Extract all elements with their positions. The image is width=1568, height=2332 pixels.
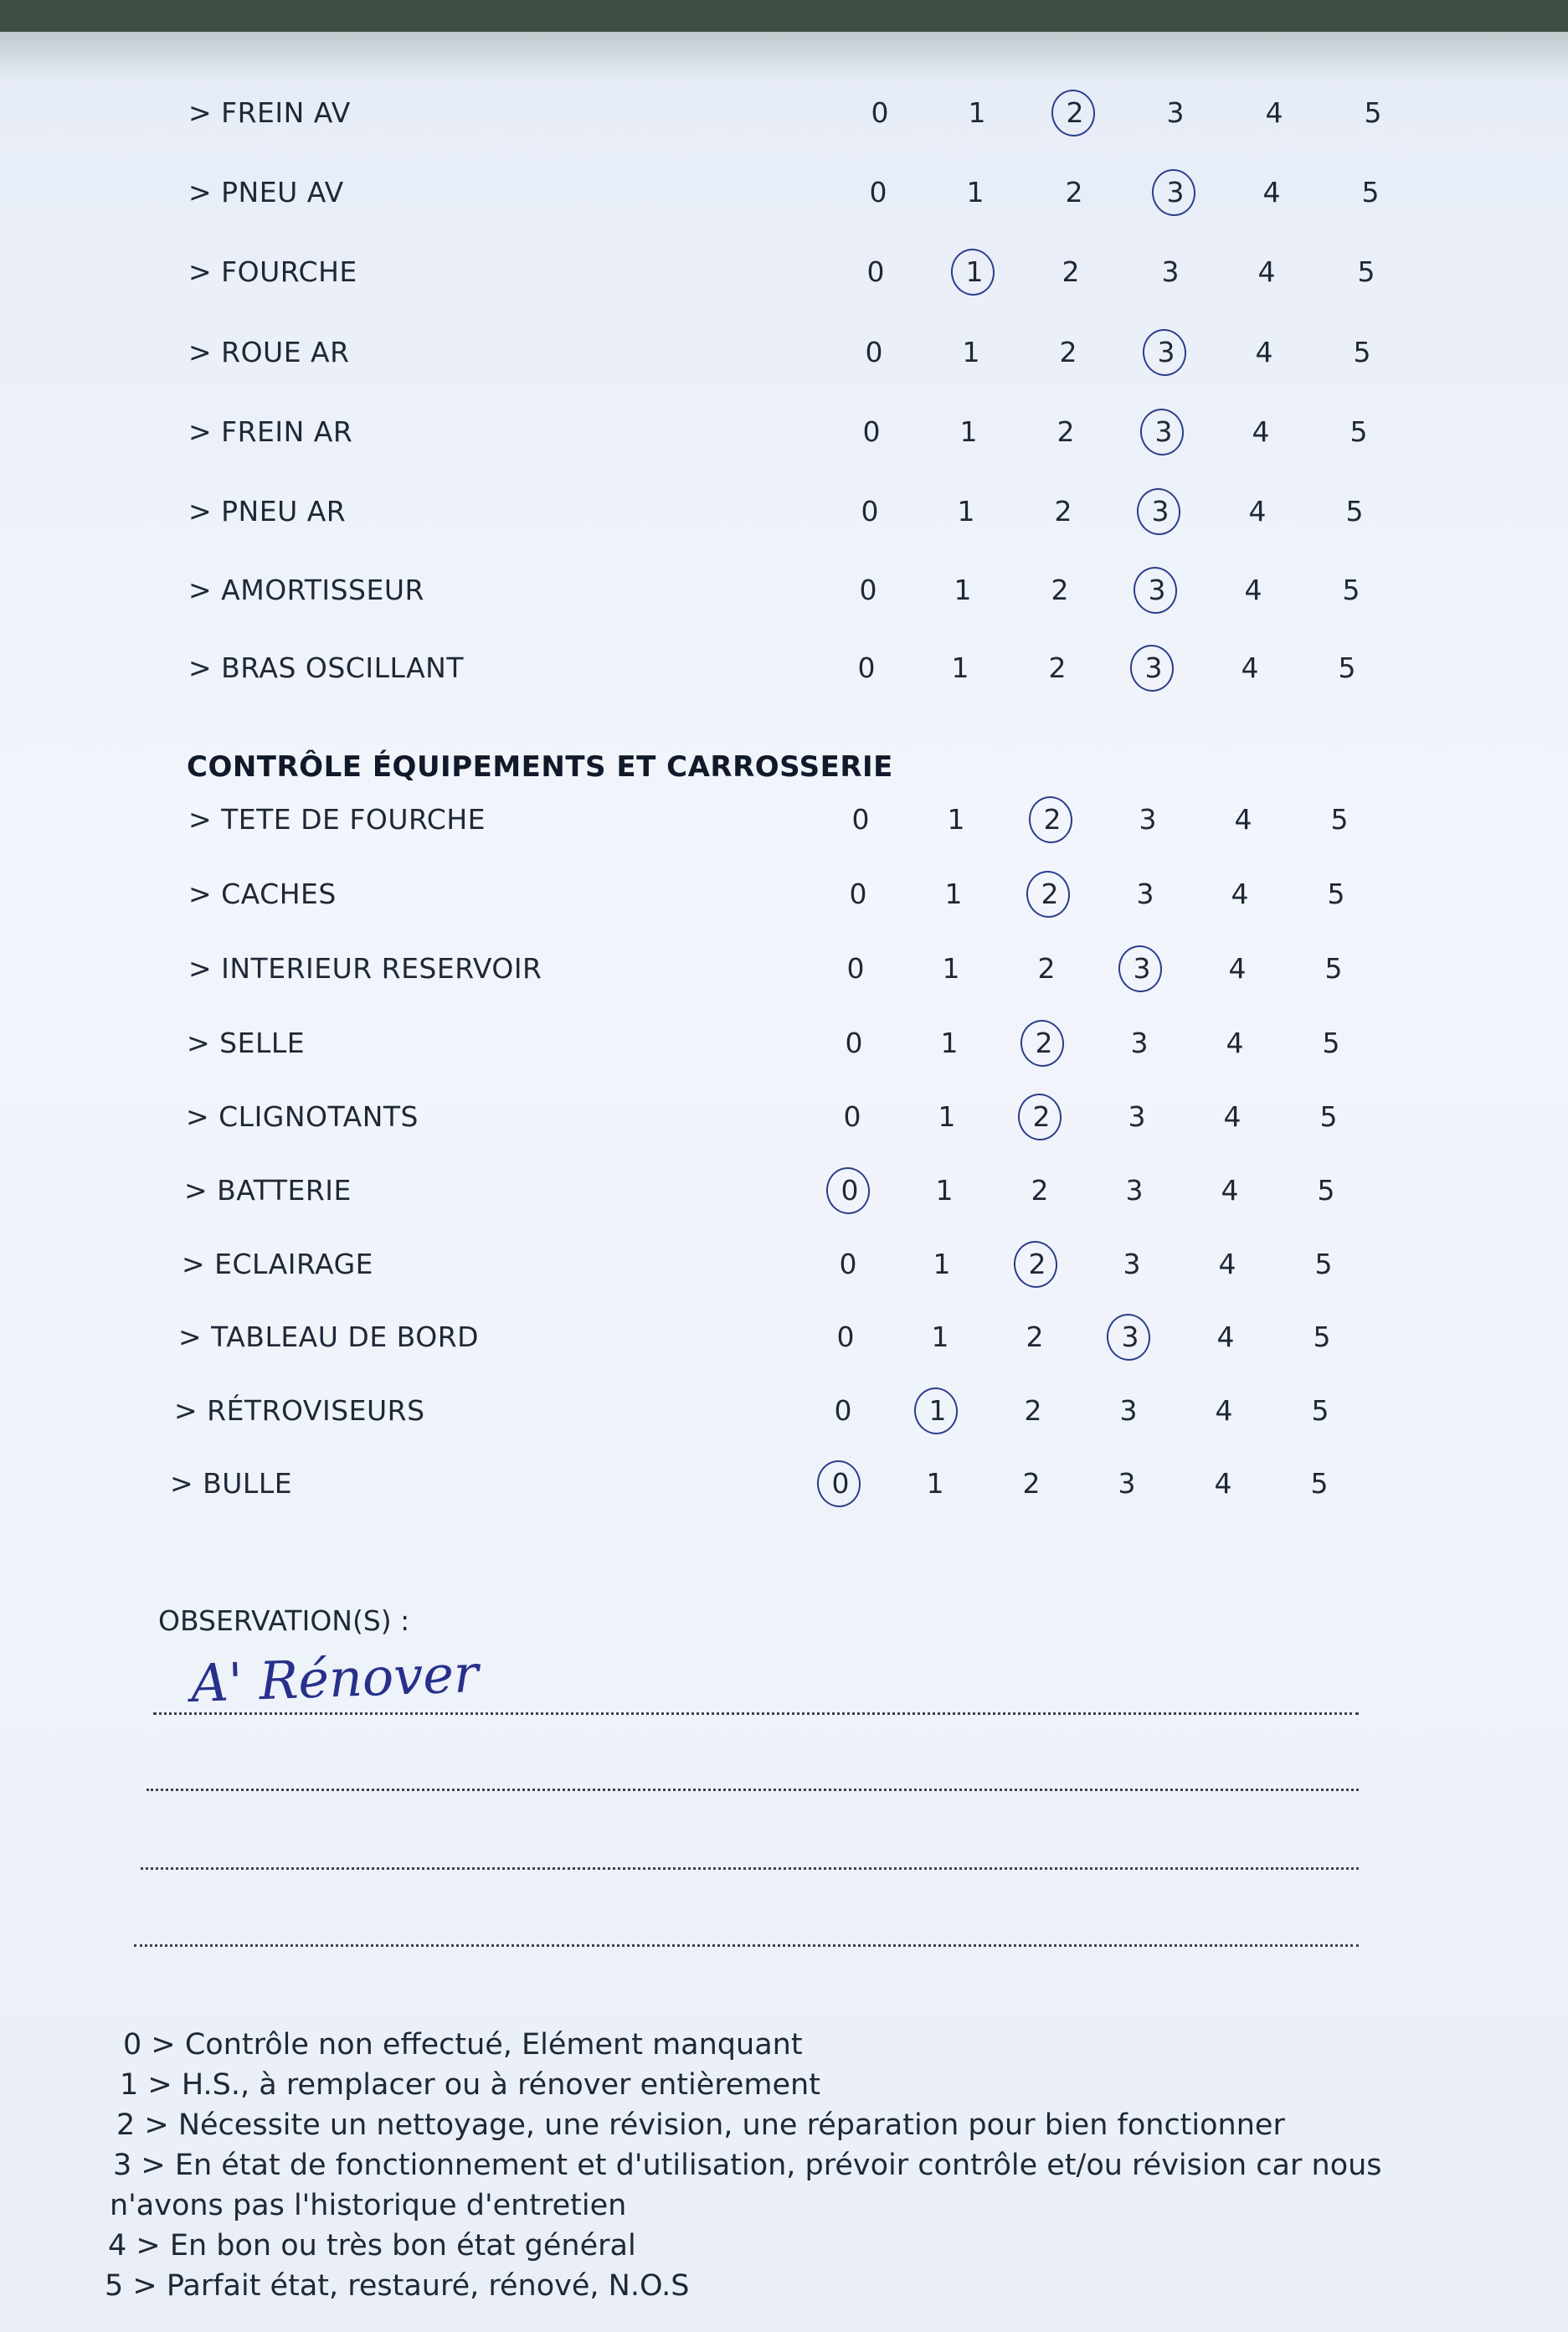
score-option-2[interactable]: 2 bbox=[1020, 1092, 1062, 1142]
score-option-0[interactable]: 0 bbox=[869, 176, 887, 208]
score-option-0[interactable]: 0 bbox=[845, 1027, 863, 1059]
score-option-4[interactable]: 4 bbox=[1262, 176, 1281, 208]
selected-circle-mark bbox=[1115, 943, 1164, 996]
section-title-equipment: CONTRÔLE ÉQUIPEMENTS ET CARROSSERIE bbox=[187, 750, 893, 784]
score-option-5[interactable]: 5 bbox=[1330, 803, 1349, 836]
score-option-1[interactable]: 1 bbox=[951, 651, 969, 684]
mechanical-row bbox=[0, 407, 1568, 457]
score-option-2[interactable]: 2 bbox=[1037, 952, 1056, 985]
item-label: > BULLE bbox=[170, 1459, 292, 1509]
selected-circle-mark bbox=[1026, 794, 1075, 847]
score-option-0[interactable]: 0 bbox=[820, 1459, 861, 1509]
score-option-5[interactable]: 5 bbox=[1327, 878, 1345, 910]
score-option-3[interactable]: 3 bbox=[1123, 1248, 1141, 1280]
score-option-0[interactable]: 0 bbox=[851, 803, 870, 836]
score-option-1[interactable]: 1 bbox=[957, 495, 975, 528]
score-option-2[interactable]: 2 bbox=[1016, 1239, 1058, 1290]
selected-circle-mark bbox=[1048, 87, 1098, 140]
selected-circle-mark bbox=[1139, 327, 1189, 379]
mechanical-row bbox=[0, 247, 1568, 297]
selected-circle-mark bbox=[823, 1165, 872, 1217]
equipment-row bbox=[0, 1239, 1568, 1290]
score-option-3[interactable]: 3 bbox=[1139, 486, 1181, 537]
score-option-2[interactable]: 2 bbox=[1054, 495, 1072, 528]
item-label: > TETE DE FOURCHE bbox=[188, 795, 486, 845]
score-option-2[interactable]: 2 bbox=[1026, 1320, 1044, 1353]
selected-circle-mark bbox=[1127, 642, 1176, 695]
legend-line-3: 3 > En état de fonctionnement et d'utilisation, prévoir contrôle et/ou révision car nous bbox=[113, 2149, 1382, 2182]
score-option-1[interactable]: 1 bbox=[968, 96, 986, 129]
mechanical-row bbox=[0, 167, 1568, 218]
score-option-4[interactable]: 4 bbox=[1265, 96, 1283, 129]
score-option-4[interactable]: 4 bbox=[1234, 803, 1252, 836]
score-option-5[interactable]: 5 bbox=[1319, 1100, 1338, 1133]
score-option-0[interactable]: 0 bbox=[866, 255, 885, 288]
score-option-3[interactable]: 3 bbox=[1133, 643, 1175, 693]
legend-line-1: 1 > H.S., à remplacer ou à rénover entièrement bbox=[120, 2068, 820, 2102]
score-option-0[interactable]: 0 bbox=[846, 952, 865, 985]
selected-circle-mark bbox=[1015, 1091, 1064, 1144]
score-option-0[interactable]: 0 bbox=[871, 96, 889, 129]
score-option-2[interactable]: 2 bbox=[1031, 1174, 1049, 1207]
score-option-3[interactable]: 3 bbox=[1154, 167, 1196, 218]
selected-circle-mark bbox=[1103, 1311, 1153, 1364]
item-label: > CACHES bbox=[188, 869, 337, 919]
score-option-2[interactable]: 2 bbox=[1023, 1018, 1065, 1068]
score-option-5[interactable]: 5 bbox=[1361, 176, 1380, 208]
score-option-0[interactable]: 0 bbox=[836, 1320, 855, 1353]
score-option-4[interactable]: 4 bbox=[1252, 415, 1270, 448]
rating-legend bbox=[105, 2025, 1411, 2306]
score-option-3[interactable]: 3 bbox=[1161, 255, 1180, 288]
selected-circle-mark bbox=[911, 1385, 960, 1438]
score-option-4[interactable]: 4 bbox=[1216, 1320, 1235, 1353]
score-option-5[interactable]: 5 bbox=[1313, 1320, 1331, 1353]
legend-line-5: 4 > En bon ou très bon état général bbox=[108, 2229, 636, 2263]
score-option-1[interactable]: 1 bbox=[944, 878, 963, 910]
score-option-5[interactable]: 5 bbox=[1311, 1394, 1329, 1427]
inspection-sheet bbox=[0, 32, 1568, 2332]
score-option-2[interactable]: 2 bbox=[1054, 88, 1096, 138]
score-option-4[interactable]: 4 bbox=[1214, 1467, 1232, 1500]
mechanical-row bbox=[0, 327, 1568, 378]
item-label: > ROUE AR bbox=[188, 327, 350, 378]
score-option-3[interactable]: 3 bbox=[1125, 1174, 1144, 1207]
equipment-row bbox=[0, 795, 1568, 845]
score-option-2[interactable]: 2 bbox=[1059, 336, 1077, 368]
score-option-4[interactable]: 4 bbox=[1257, 255, 1276, 288]
score-option-3[interactable]: 3 bbox=[1130, 1027, 1149, 1059]
item-label: > CLIGNOTANTS bbox=[186, 1092, 419, 1142]
item-label: > SELLE bbox=[187, 1018, 305, 1068]
score-option-3[interactable]: 3 bbox=[1118, 1467, 1136, 1500]
selected-circle-mark bbox=[1137, 406, 1186, 459]
observation-line-4 bbox=[134, 1944, 1359, 1947]
equipment-row bbox=[0, 944, 1568, 994]
item-label: > FREIN AR bbox=[188, 407, 352, 457]
score-option-5[interactable]: 5 bbox=[1324, 952, 1343, 985]
score-option-1[interactable]: 1 bbox=[933, 1248, 951, 1280]
equipment-row bbox=[0, 1166, 1568, 1216]
score-option-3[interactable]: 3 bbox=[1145, 327, 1187, 378]
score-option-4[interactable]: 4 bbox=[1231, 878, 1249, 910]
mechanical-row bbox=[0, 565, 1568, 615]
score-option-0[interactable]: 0 bbox=[829, 1166, 871, 1216]
score-option-5[interactable]: 5 bbox=[1310, 1467, 1329, 1500]
score-option-0[interactable]: 0 bbox=[865, 336, 883, 368]
item-label: > RÉTROVISEURS bbox=[174, 1386, 425, 1436]
equipment-row bbox=[0, 1092, 1568, 1142]
score-option-3[interactable]: 3 bbox=[1128, 1100, 1146, 1133]
score-option-3[interactable]: 3 bbox=[1143, 407, 1185, 457]
mechanical-row bbox=[0, 486, 1568, 537]
score-option-3[interactable]: 3 bbox=[1136, 565, 1178, 615]
item-label: > AMORTISSEUR bbox=[188, 565, 424, 615]
selected-circle-mark bbox=[1149, 167, 1198, 219]
score-option-1[interactable]: 1 bbox=[931, 1320, 949, 1353]
item-label: > PNEU AR bbox=[188, 486, 346, 537]
observations-label: OBSERVATION(S) : bbox=[158, 1604, 410, 1637]
score-option-5[interactable]: 5 bbox=[1317, 1174, 1335, 1207]
score-option-4[interactable]: 4 bbox=[1244, 574, 1262, 606]
score-option-3[interactable]: 3 bbox=[1139, 803, 1157, 836]
score-option-3[interactable]: 3 bbox=[1166, 96, 1185, 129]
score-option-1[interactable]: 1 bbox=[959, 415, 978, 448]
score-option-2[interactable]: 2 bbox=[1022, 1467, 1041, 1500]
score-option-5[interactable]: 5 bbox=[1350, 415, 1368, 448]
item-label: > FREIN AV bbox=[188, 88, 351, 138]
score-option-4[interactable]: 4 bbox=[1221, 1174, 1239, 1207]
score-option-4[interactable]: 4 bbox=[1248, 495, 1267, 528]
item-label: > INTERIEUR RESERVOIR bbox=[188, 944, 542, 994]
score-option-3[interactable]: 3 bbox=[1109, 1312, 1151, 1362]
equipment-row bbox=[0, 869, 1568, 919]
item-label: > FOURCHE bbox=[188, 247, 357, 297]
equipment-row bbox=[0, 1018, 1568, 1068]
score-option-5[interactable]: 5 bbox=[1345, 495, 1364, 528]
score-option-0[interactable]: 0 bbox=[857, 651, 876, 684]
selected-circle-mark bbox=[1134, 486, 1183, 538]
score-option-3[interactable]: 3 bbox=[1136, 878, 1154, 910]
selected-circle-mark bbox=[1017, 1017, 1067, 1070]
score-option-4[interactable]: 4 bbox=[1226, 1027, 1244, 1059]
item-label: > BATTERIE bbox=[184, 1166, 352, 1216]
score-option-2[interactable]: 2 bbox=[1051, 574, 1069, 606]
equipment-row bbox=[0, 1312, 1568, 1362]
handwritten-observation: A' Rénover bbox=[189, 1643, 480, 1714]
score-option-4[interactable]: 4 bbox=[1218, 1248, 1236, 1280]
score-option-1[interactable]: 1 bbox=[917, 1386, 959, 1436]
score-option-3[interactable]: 3 bbox=[1119, 1394, 1138, 1427]
legend-line-2: 2 > Nécessite un nettoyage, une révision, une réparation pour bien fonctionner bbox=[116, 2108, 1285, 2142]
score-option-2[interactable]: 2 bbox=[1048, 651, 1067, 684]
selected-circle-mark bbox=[1023, 868, 1072, 921]
score-option-1[interactable]: 1 bbox=[940, 1027, 959, 1059]
score-option-2[interactable]: 2 bbox=[1065, 176, 1083, 208]
equipment-row bbox=[0, 1386, 1568, 1436]
score-option-5[interactable]: 5 bbox=[1338, 651, 1356, 684]
score-option-1[interactable]: 1 bbox=[926, 1467, 944, 1500]
score-option-5[interactable]: 5 bbox=[1353, 336, 1371, 368]
score-option-4[interactable]: 4 bbox=[1228, 952, 1247, 985]
score-option-3[interactable]: 3 bbox=[1121, 944, 1163, 994]
score-option-2[interactable]: 2 bbox=[1056, 415, 1075, 448]
legend-line-4: n'avons pas l'historique d'entretien bbox=[110, 2189, 627, 2222]
score-option-5[interactable]: 5 bbox=[1322, 1027, 1340, 1059]
observation-line-1 bbox=[153, 1712, 1359, 1715]
score-option-1[interactable]: 1 bbox=[947, 803, 965, 836]
score-option-4[interactable]: 4 bbox=[1241, 651, 1259, 684]
score-option-0[interactable]: 0 bbox=[834, 1394, 852, 1427]
score-option-1[interactable]: 1 bbox=[962, 336, 980, 368]
score-option-1[interactable]: 1 bbox=[935, 1174, 954, 1207]
score-option-1[interactable]: 1 bbox=[966, 176, 984, 208]
score-option-0[interactable]: 0 bbox=[861, 495, 879, 528]
score-option-5[interactable]: 5 bbox=[1314, 1248, 1333, 1280]
score-option-2[interactable]: 2 bbox=[1031, 795, 1073, 845]
score-option-1[interactable]: 1 bbox=[954, 247, 995, 297]
score-option-0[interactable]: 0 bbox=[859, 574, 877, 606]
selected-circle-mark bbox=[1010, 1238, 1060, 1291]
observation-line-2 bbox=[147, 1789, 1359, 1791]
score-option-1[interactable]: 1 bbox=[954, 574, 972, 606]
score-option-5[interactable]: 5 bbox=[1364, 96, 1382, 129]
equipment-row bbox=[0, 1459, 1568, 1509]
score-option-5[interactable]: 5 bbox=[1342, 574, 1360, 606]
mechanical-row bbox=[0, 643, 1568, 693]
score-option-5[interactable]: 5 bbox=[1357, 255, 1375, 288]
score-option-0[interactable]: 0 bbox=[843, 1100, 861, 1133]
score-option-4[interactable]: 4 bbox=[1223, 1100, 1242, 1133]
score-option-1[interactable]: 1 bbox=[942, 952, 960, 985]
score-option-2[interactable]: 2 bbox=[1029, 869, 1071, 919]
selected-circle-mark bbox=[814, 1458, 863, 1511]
item-label: > TABLEAU DE BORD bbox=[178, 1312, 479, 1362]
score-option-0[interactable]: 0 bbox=[849, 878, 867, 910]
mechanical-row bbox=[0, 88, 1568, 138]
score-option-0[interactable]: 0 bbox=[839, 1248, 857, 1280]
score-option-0[interactable]: 0 bbox=[862, 415, 881, 448]
item-label: > PNEU AV bbox=[188, 167, 344, 218]
score-option-4[interactable]: 4 bbox=[1255, 336, 1273, 368]
observation-line-3 bbox=[141, 1867, 1359, 1870]
selected-circle-mark bbox=[1130, 564, 1180, 617]
score-option-1[interactable]: 1 bbox=[938, 1100, 956, 1133]
score-option-2[interactable]: 2 bbox=[1024, 1394, 1042, 1427]
score-option-2[interactable]: 2 bbox=[1062, 255, 1080, 288]
score-option-4[interactable]: 4 bbox=[1215, 1394, 1233, 1427]
legend-line-6: 5 > Parfait état, restauré, rénové, N.O.S bbox=[105, 2269, 690, 2303]
selected-circle-mark bbox=[948, 246, 997, 299]
legend-line-0: 0 > Contrôle non effectué, Elément manquant bbox=[123, 2028, 803, 2062]
item-label: > ECLAIRAGE bbox=[182, 1239, 373, 1290]
item-label: > BRAS OSCILLANT bbox=[188, 643, 464, 693]
